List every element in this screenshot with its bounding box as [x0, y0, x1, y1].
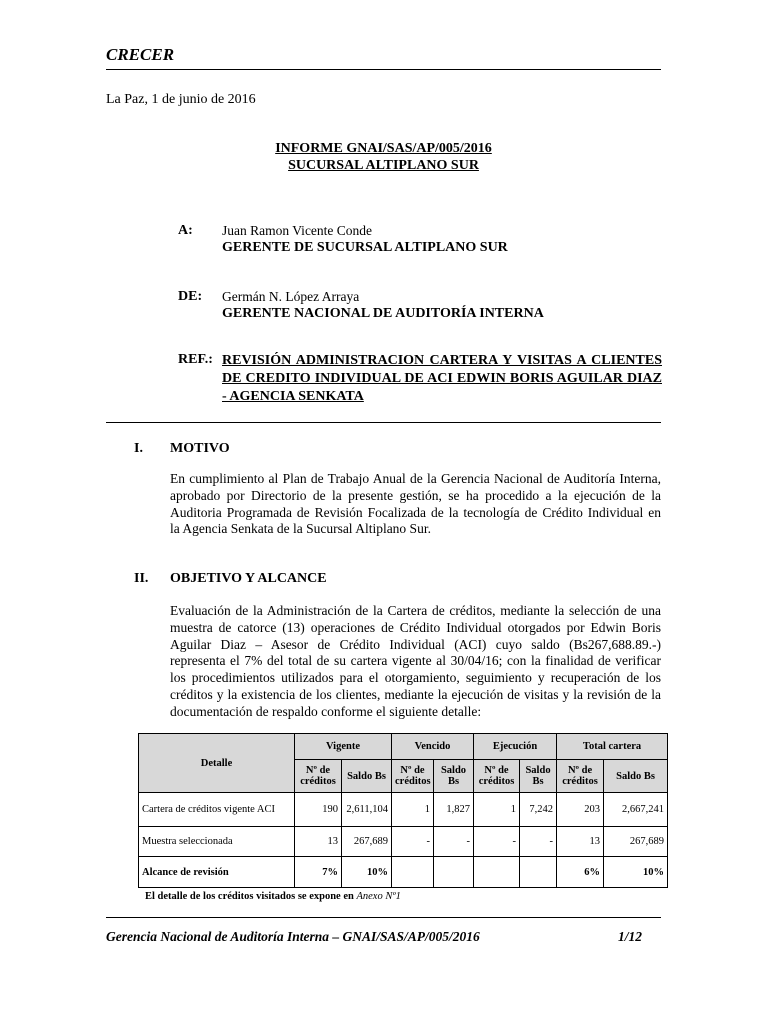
ref-label: REF.: — [178, 352, 213, 367]
subheader-count: Nº de créditos — [295, 760, 342, 793]
section2-paragraph — [170, 603, 661, 721]
subheader-balance: Saldo Bs — [434, 760, 474, 793]
to-position: GERENTE DE SUCURSAL ALTIPLANO SUR — [222, 240, 508, 255]
section2-title: OBJETIVO Y ALCANCE — [170, 571, 327, 586]
subheader-balance: Saldo Bs — [520, 760, 557, 793]
to-label: A: — [178, 223, 193, 238]
paragraph-line: créditos y la existencia de los clientes, mediante la ejecución de visitas y la revisión de la — [170, 686, 661, 702]
header-vigente: Vigente — [295, 734, 392, 760]
table-cell: 7,242 — [520, 793, 557, 827]
table-header-row — [139, 734, 668, 760]
page-number: 1/12 — [618, 929, 643, 944]
table-cell: - — [392, 827, 434, 857]
paragraph-line: Aguilar Diaz – Asesor de Crédito Individual (ACI) cuyo saldo (Bs267,688.89.-) — [170, 636, 661, 652]
report-title: INFORME GNAI/SAS/AP/005/2016 — [275, 141, 492, 156]
table-cell: - — [520, 827, 557, 857]
annex-reference: Anexo Nº1 — [356, 891, 401, 902]
paragraph-line: la Agencia Senkata de la Sucursal Altiplano Sur. — [170, 521, 431, 537]
footer-text: Gerencia Nacional de Auditoría Interna – GNAI/SAS/AP/005/2016 — [106, 929, 480, 944]
paragraph-line: los procedimientos utilizados para el otorgamiento, seguimiento y recuperación de los — [170, 670, 661, 686]
table-row — [139, 857, 668, 888]
subheader-count: Nº de créditos — [392, 760, 434, 793]
paragraph-line: aprobado por Directorio de la presente gestión, se ha procedido a la ejecución de la — [170, 487, 661, 503]
report-subtitle: SUCURSAL ALTIPLANO SUR — [288, 158, 479, 173]
header-ejecucion: Ejecución — [474, 734, 557, 760]
subheader-count: Nº de créditos — [474, 760, 520, 793]
subheader-count: Nº de créditos — [557, 760, 604, 793]
table-cell: 1 — [392, 793, 434, 827]
from-name: Germán N. López Arraya — [222, 289, 360, 304]
paragraph-line: En cumplimiento al Plan de Trabajo Anual de la Gerencia Nacional de Auditoría Interna, — [170, 471, 661, 486]
table-cell: 203 — [557, 793, 604, 827]
paragraph-line: muestra de catorce (13) operaciones de Crédito Individual otorgados por Edwin Boris — [170, 619, 661, 635]
from-position: GERENTE NACIONAL DE AUDITORÍA INTERNA — [222, 306, 544, 321]
table-cell: 190 — [295, 793, 342, 827]
row-label: Cartera de créditos vigente ACI — [139, 793, 295, 827]
table-cell: 1,827 — [434, 793, 474, 827]
subheader-balance: Saldo Bs — [604, 760, 668, 793]
paragraph-line: Evaluación de la Administración de la Cartera de créditos, mediante la selección de una — [170, 603, 661, 618]
to-name: Juan Ramon Vicente Conde — [222, 223, 373, 238]
table-cell — [392, 857, 434, 888]
table-row — [139, 793, 668, 827]
paragraph-line: Auditoria Programada de Revisión Focalizada de la tecnología de Crédito Individual en — [170, 504, 661, 520]
table-note-text: El detalle de los créditos visitados se expone en — [145, 891, 354, 902]
section1-title: MOTIVO — [170, 441, 230, 456]
table-cell: 2,667,241 — [604, 793, 668, 827]
table-cell: 2,611,104 — [342, 793, 392, 827]
ref-line: - AGENCIA SENKATA — [222, 389, 364, 404]
footer-rule — [106, 917, 661, 918]
subheader-balance: Saldo Bs — [342, 760, 392, 793]
table-cell: - — [474, 827, 520, 857]
header-vencido: Vencido — [392, 734, 474, 760]
table-cell: - — [434, 827, 474, 857]
portfolio-detail-table — [138, 733, 668, 888]
header-rule — [106, 69, 661, 70]
ref-line: DE CREDITO INDIVIDUAL DE ACI EDWIN BORIS AGUILAR DIAZ — [222, 371, 662, 386]
table-cell: 13 — [557, 827, 604, 857]
table-cell — [520, 857, 557, 888]
from-label: DE: — [178, 289, 203, 304]
table-cell: 1 — [474, 793, 520, 827]
table-cell: 13 — [295, 827, 342, 857]
row-label: Alcance de revisión — [139, 857, 295, 888]
table-note — [145, 891, 401, 902]
ref-line: REVISIÓN ADMINISTRACION CARTERA Y VISITAS A CLIENTES — [222, 353, 662, 368]
section2-number: II. — [134, 571, 149, 586]
row-label: Muestra seleccionada — [139, 827, 295, 857]
section1-number: I. — [134, 441, 143, 456]
table-cell: 7% — [295, 857, 342, 888]
header-total-cartera: Total cartera — [557, 734, 668, 760]
section-divider — [106, 422, 661, 423]
table-cell: 10% — [604, 857, 668, 888]
table-cell: 6% — [557, 857, 604, 888]
header-detalle: Detalle — [139, 734, 295, 793]
ref-subject — [222, 352, 662, 406]
paragraph-line: documentación de respaldo conforme el siguiente detalle: — [170, 703, 482, 719]
table-cell — [434, 857, 474, 888]
table-row — [139, 827, 668, 857]
table-cell: 10% — [342, 857, 392, 888]
report-date: La Paz, 1 de junio de 2016 — [106, 92, 256, 107]
section1-paragraph — [170, 471, 661, 538]
paragraph-line: representa el 7% del total de su cartera vigente al 30/04/16; con la finalidad de verificar — [170, 653, 661, 669]
table-cell — [474, 857, 520, 888]
table-cell: 267,689 — [604, 827, 668, 857]
table-cell: 267,689 — [342, 827, 392, 857]
organization-name: CRECER — [106, 45, 175, 64]
